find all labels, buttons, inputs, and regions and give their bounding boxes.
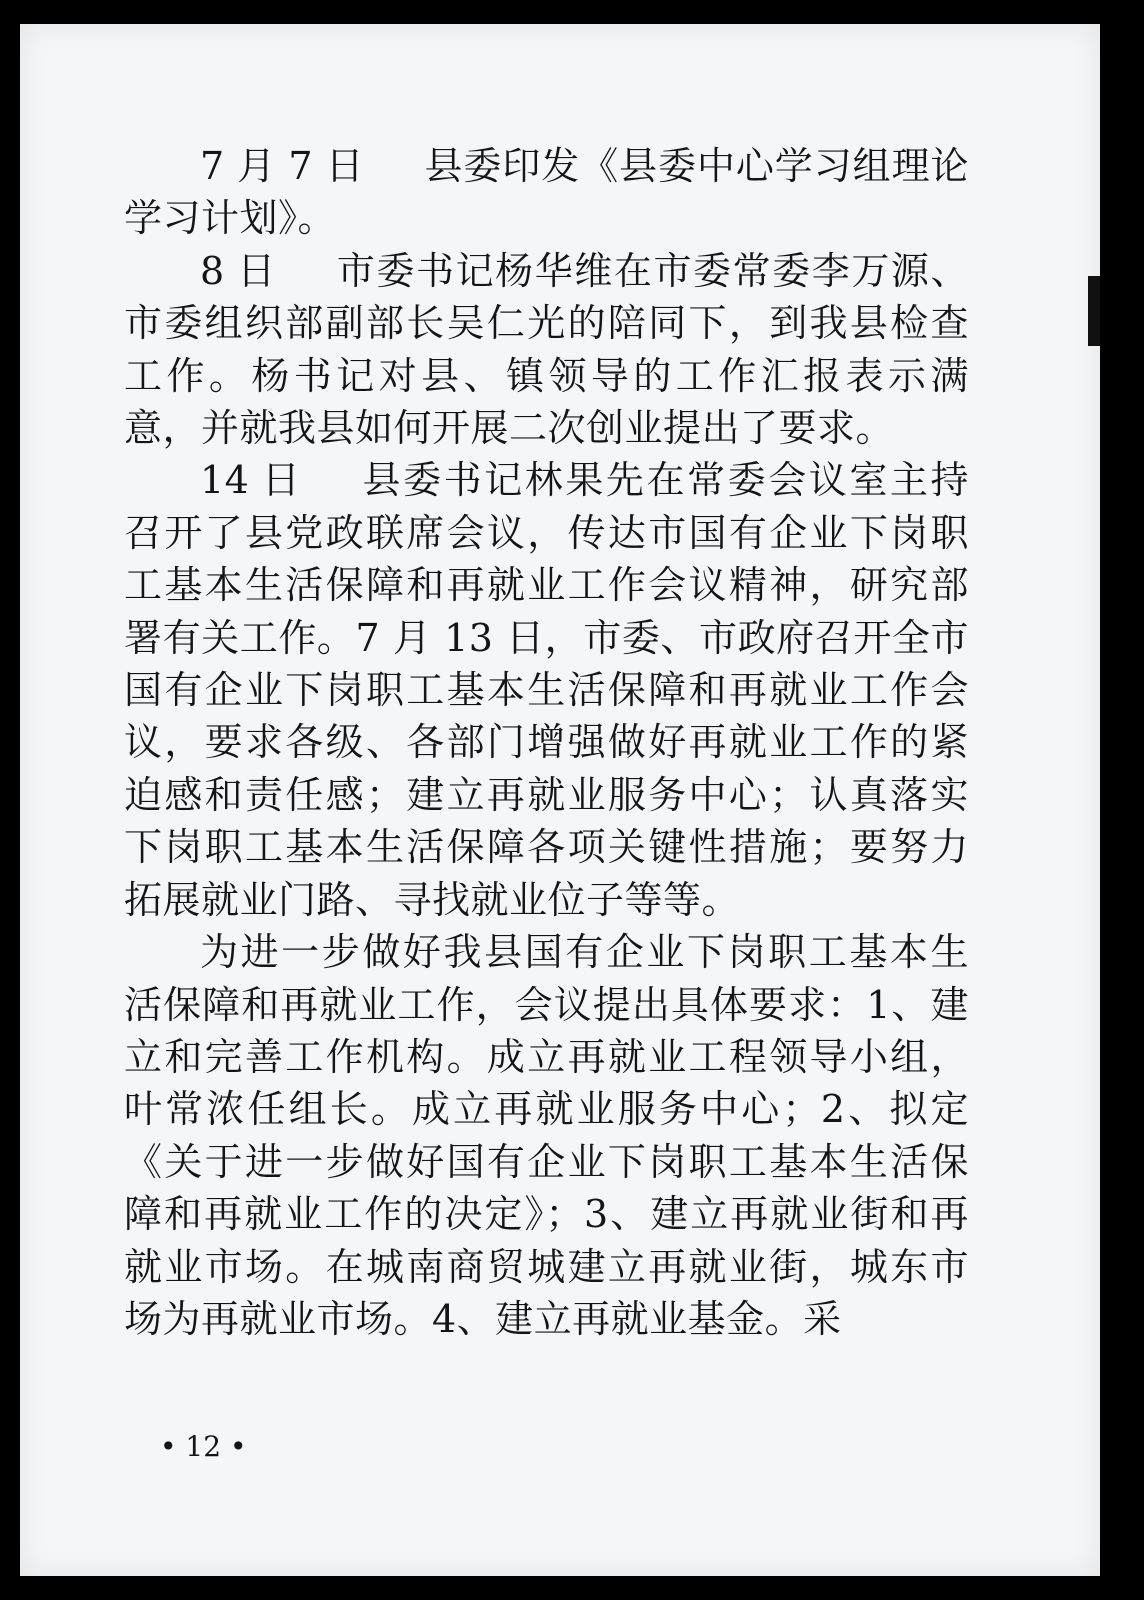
document-body	[124, 140, 969, 1345]
entry-text: 市委书记杨华维在市委常委李万源、市委组织部副部长吴仁光的陪同下，到我县检查工作。杨书记对县、镇领导的工作汇报表示满意，并就我县如何开展二次创业提出了要求。	[124, 248, 969, 451]
entry-text: 为进一步做好我县国有企业下岗职工基本生活保障和再就业工作，会议提出具体要求：1、建立和完善工作机构。成立再就业工程领导小组，叶常浓任组长。成立再就业服务中心；2、拟定《关于进一步做好国有企业下岗职工基本生活保障和再就业工作的决定》；3、建立再就业街和再就业市场。在城南商贸城建立再就业街，城东市场为再就业市场。4、建立再就业基金。采	[124, 930, 969, 1341]
continuation-paragraph	[124, 926, 969, 1345]
chronicle-entry	[124, 454, 969, 926]
page-number: • 12 •	[160, 1430, 247, 1463]
entry-text: 县委书记林果先在常委会议室主持召开了县党政联席会议，传达市国有企业下岗职工基本生活保障和再就业工作会议精神，研究部署有关工作。7 月 13 日，市委、市政府召开全市国有企业下岗职工基本生活保障和再就业工作会议，要求各级、各部门增强做好再就业工作的紧迫感和责任感；建立再就业服务中心；认真落实下岗职工基本生活保障各项关键性措施；要努力拓展就业门路、寻找就业位子等等。	[124, 458, 969, 922]
entry-text: 县委印发《县委中心学习组理论学习计划》。	[124, 144, 969, 241]
binding-edge-mark	[1088, 276, 1100, 346]
chronicle-entry	[124, 245, 969, 455]
chronicle-entry	[124, 140, 969, 245]
entry-date: 7 月 7 日	[200, 144, 365, 188]
entry-date: 14 日	[200, 458, 301, 503]
entry-date: 8 日	[200, 248, 276, 293]
